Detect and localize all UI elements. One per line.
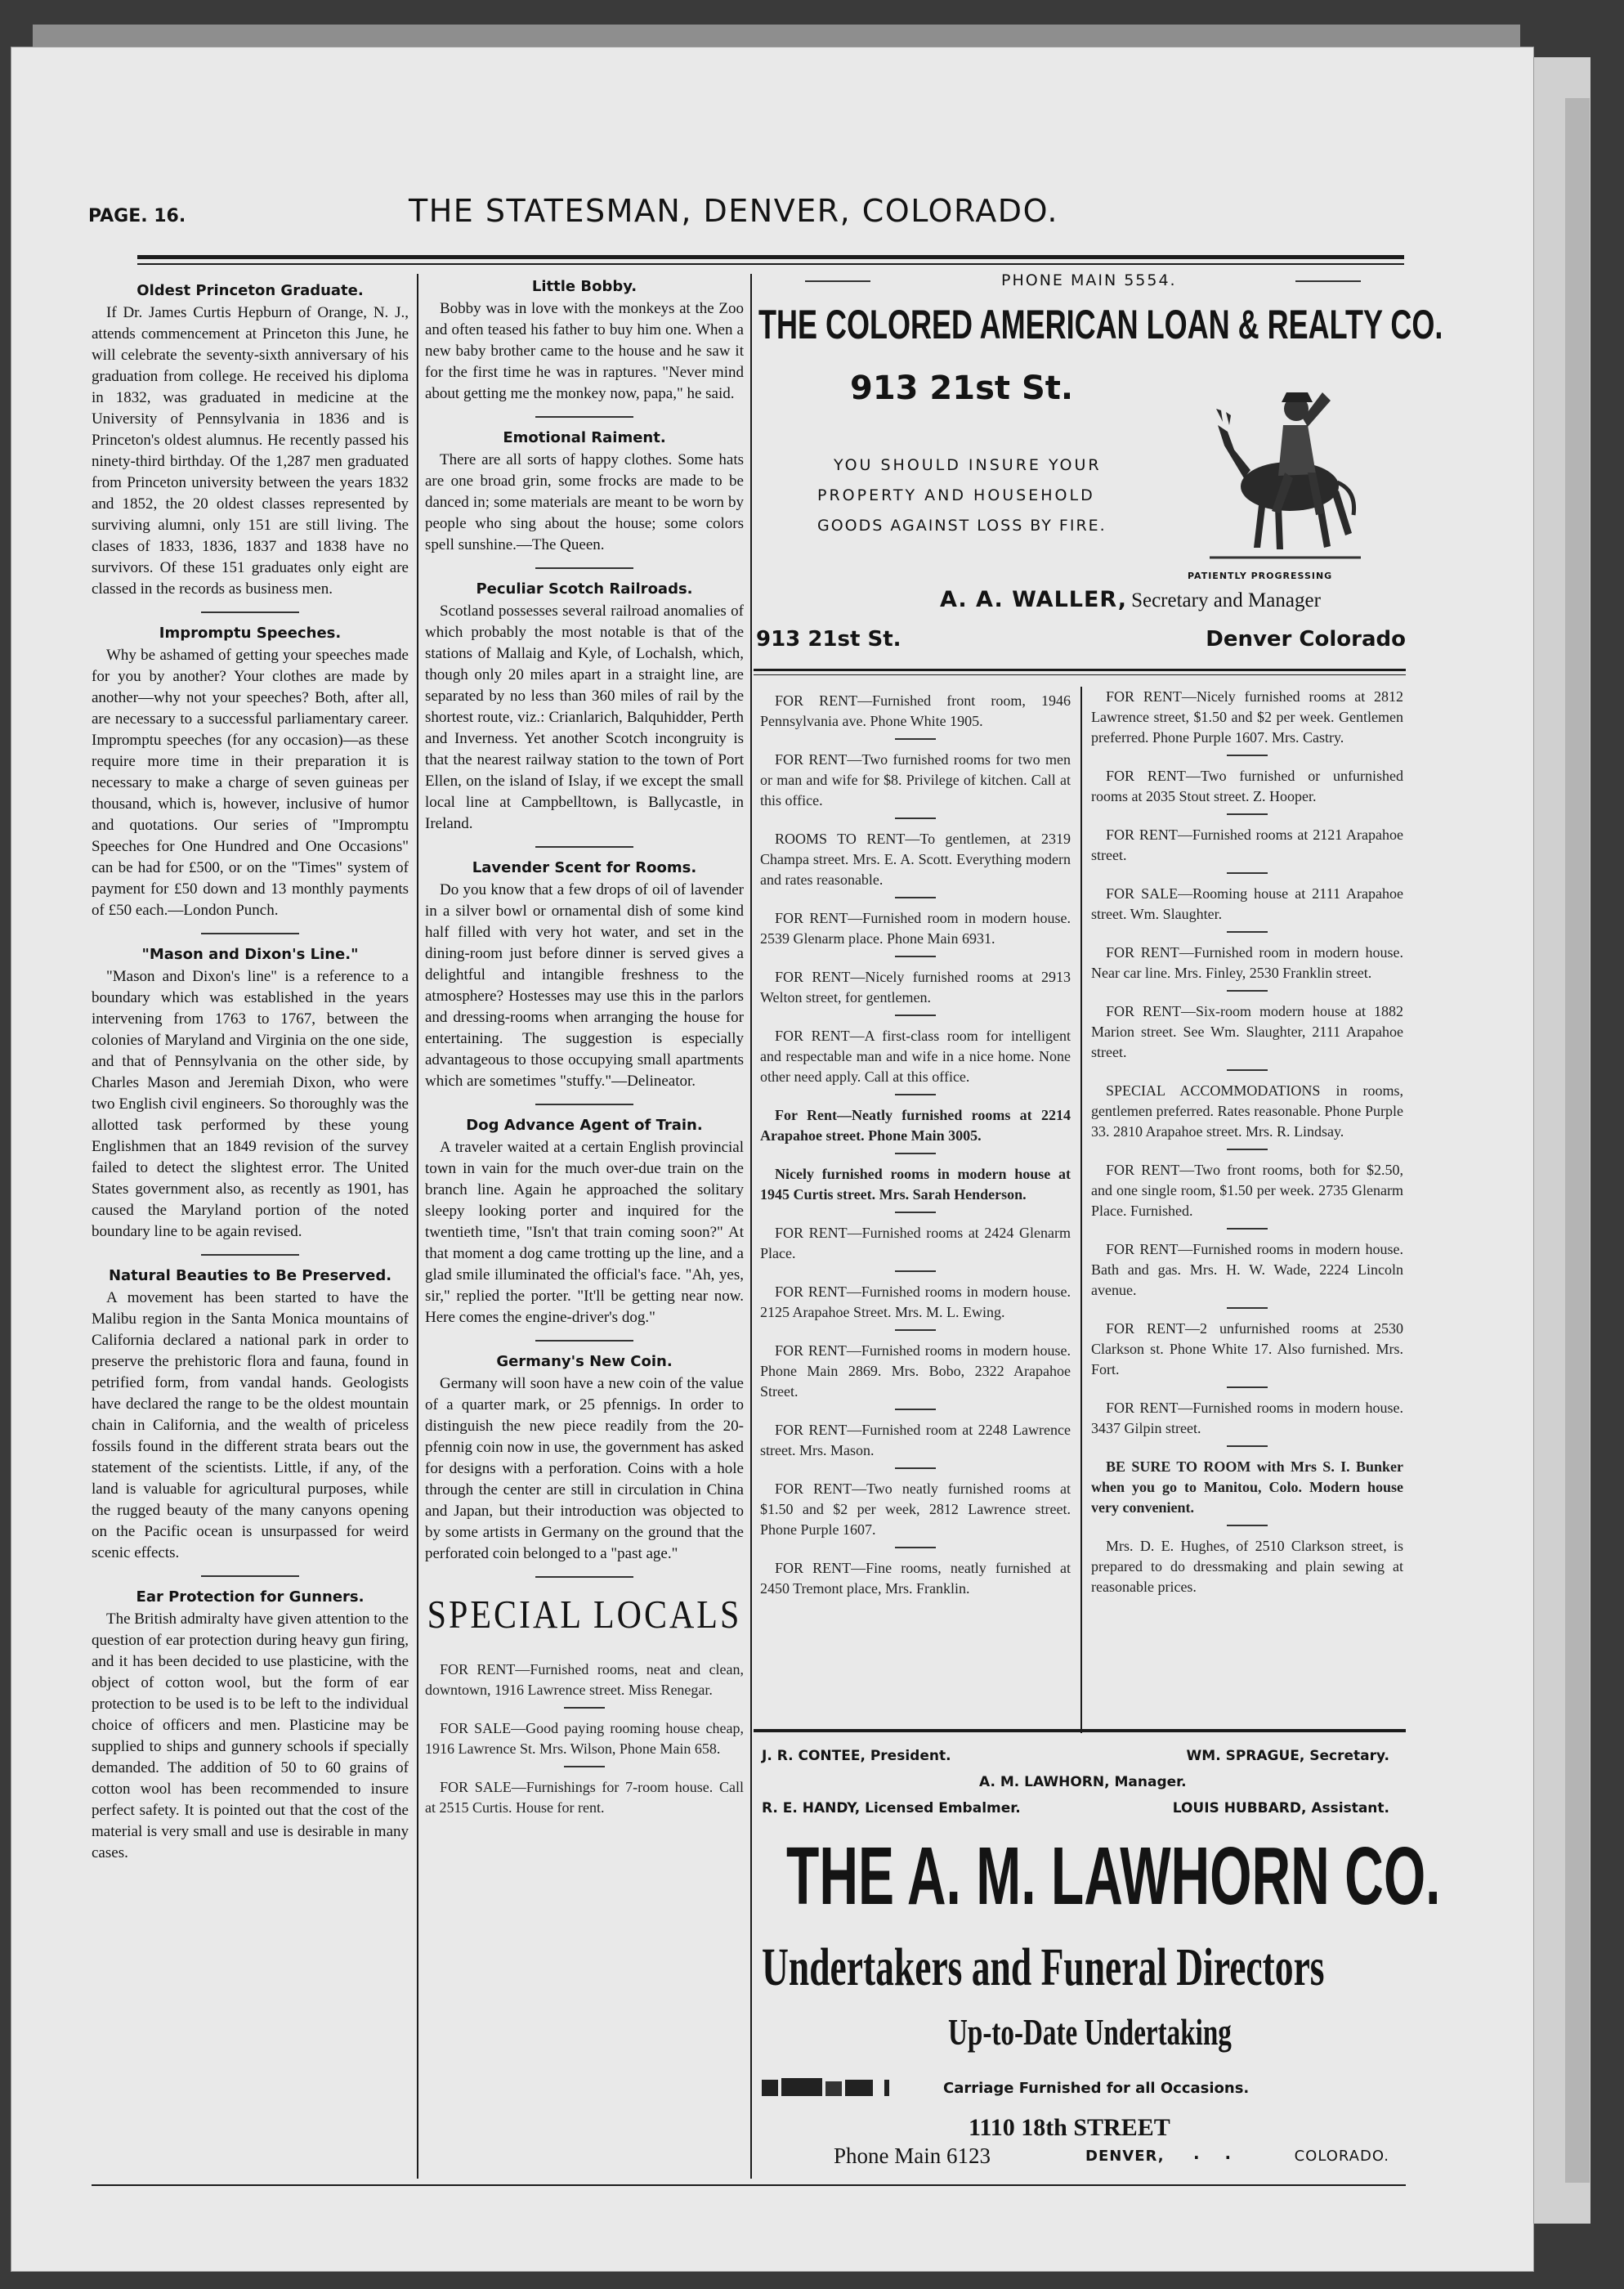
separator (1227, 1386, 1268, 1388)
rule (805, 280, 870, 282)
rule (1295, 280, 1361, 282)
article (92, 1267, 409, 1564)
bottom-rule (92, 2184, 1406, 2186)
separator (564, 1766, 605, 1767)
separator (1227, 1307, 1268, 1309)
article-headline: Little Bobby. (531, 278, 638, 295)
separator (895, 738, 936, 740)
ad-bottom-rule (754, 669, 1406, 671)
separator (895, 897, 936, 898)
classified-ad: BE SURE TO ROOM with Mrs S. I. Bunker when you go to Manitou, Colo. Modern house very convenient. (1091, 1458, 1403, 1516)
insure-line-3: GOODS AGAINST LOSS BY FIRE. (817, 517, 1107, 535)
classified-ad: SPECIAL ACCOMMODATIONS in rooms, gentlemen preferred. Rates reasonable. Phone Purple 33. 2810 Arapahoe street. Mrs. R. Lindsay. (1091, 1082, 1403, 1140)
header-rule-thin (137, 263, 1404, 265)
classifieds-right (1091, 687, 1403, 1733)
classified-ad: FOR RENT—Furnished rooms in modern house. Phone Main 2869. Mrs. Bobo, 2322 Arapahoe Street. (760, 1342, 1071, 1400)
article-headline: Impromptu Speeches. (159, 625, 342, 642)
separator (895, 1409, 936, 1410)
classified-ad: Nicely furnished rooms in modern house at 1945 Curtis street. Mrs. Sarah Henderson. (760, 1166, 1071, 1203)
lawhorn-state: COLORADO. (1294, 2148, 1389, 2165)
lawhorn-company-name: THE A. M. LAWHORN CO. (786, 1830, 1441, 1922)
classified-ad: FOR RENT—Furnished room at 2248 Lawrence street. Mrs. Mason. (760, 1422, 1071, 1458)
insure-line-2: PROPERTY AND HOUSEHOLD (817, 486, 1095, 504)
classified-ad: FOR RENT—Furnished rooms at 2424 Glenarm Place. (760, 1225, 1071, 1261)
column-divider-1 (417, 274, 418, 2179)
lawhorn-ad (760, 1741, 1441, 2183)
classified-ad: FOR RENT—Furnished rooms at 2121 Arapahoe street. (1091, 826, 1403, 863)
lawhorn-city: DENVER, (1085, 2148, 1165, 2165)
classified-ad: For Rent—Neatly furnished rooms at 2214 Arapahoe street. Phone Main 3005. (760, 1107, 1071, 1144)
separator (1227, 872, 1268, 874)
article (425, 580, 744, 835)
header-rule (137, 255, 1404, 259)
loan-phone: PHONE MAIN 5554. (1001, 271, 1177, 289)
president: J. R. CONTEE, President. (762, 1748, 951, 1764)
special-local-item: FOR RENT—Furnished rooms, neat and clean, downtown, 1916 Lawrence street. Miss Renegar. (425, 1661, 744, 1698)
article-headline: Peculiar Scotch Railroads. (476, 580, 693, 598)
donkey-rider-logo-icon (1193, 368, 1373, 580)
article-body: Why be ashamed of getting your speeches made for you by another? Your clothes are made by another—why not your speeches? Both, after all, are necessary to a successful parliamentary career. Impromptu speeches (for any occasion)—as these require more time in their preparation it is necessary to make a charge of seven guineas per thousand, which is, however, inclusive of humor and quotations. Our series of "Impromptu Speeches for One Hundred and One Occasions" can be had for £500, or on the "Times" system of payment for £50 down and 13 monthly payments of £50 each.—London Punch. (92, 647, 409, 919)
article (92, 625, 409, 921)
separator (535, 846, 633, 848)
separator (895, 1467, 936, 1469)
separator (535, 416, 633, 418)
article-headline: Germany's New Coin. (496, 1353, 673, 1370)
article-body: If Dr. James Curtis Hepburn of Orange, N. J., attends commencement at Princeton this June, he will celebrate the seventy-sixth anniversary of his graduation from college. He received his diploma in 1832, was graduated in medicine at the University of Pennsylvania in 1836 and is Princeton's oldest alumnus. He recently passed his ninety-third birthday. Of the 1,287 men graduated from Princeton university between the years 1832 and 1852, the 20 oldest classes represented by surviving alumni, only 151 are still living. The clases of 1833, 1836, 1837 and 1838 have no survivors. Of these 151 graduates only eight are classed in the records as business men. (92, 304, 409, 598)
article-body: A traveler waited at a certain English provincial town in vain for the much over-due train on the branch line. Again he approached the solitary sleepy looking porter and inquired for the twentieth time, "Isn't that train coming soon?" At that moment a dog came trotting up the line, and a glad smile illuminated the official's face. "Ah, yes, sir," replied the porter. "It'll be getting near now. Here comes the engine-driver's dog." (425, 1139, 744, 1326)
masthead: THE STATESMAN, DENVER, COLORADO. (409, 193, 1059, 229)
classified-ad: FOR RENT—Two neatly furnished rooms at $1.50 and $2 per week, 2812 Lawrence street. Phone Purple 1607. (760, 1480, 1071, 1538)
article-body: Do you know that a few drops of oil of lavender in a silver bowl or ornamental dish of some kind half filled with very hot water, and set in the dining-room just before dinner is served gives a delightful and intangible freshness to the atmosphere? Hostesses may use this in the parlors and dressing-rooms when arranging the house for entertaining. The suggestion is especially advantageous to those occupying small apartments which are sometimes "stuffy."—Delineator. (425, 881, 744, 1090)
separator (1227, 1525, 1268, 1526)
special-locals-list (425, 1660, 744, 1818)
separator (895, 956, 936, 957)
separator (535, 567, 633, 569)
separator (201, 1575, 299, 1577)
article-headline: Lavender Scent for Rooms. (472, 859, 697, 876)
lawhorn-tagline: Undertakers and Funeral Directors (762, 1937, 1325, 1997)
loan-address: 913 21st St. (850, 370, 1074, 407)
separator (1227, 931, 1268, 933)
footer-address: 913 21st St. (756, 627, 901, 652)
classified-ad: FOR RENT—Furnished front room, 1946 Pennsylvania ave. Phone White 1905. (760, 692, 1071, 729)
embalmer: R. E. HANDY, Licensed Embalmer. (762, 1800, 1021, 1816)
classified-ad: FOR RENT—Furnished rooms in modern house. 3437 Gilpin street. (1091, 1400, 1403, 1436)
separator (201, 611, 299, 613)
loan-company-name: THE COLORED AMERICAN LOAN & REALTY CO. (758, 302, 1443, 347)
classified-ad: FOR RENT—Two front rooms, both for $2.50, and one single room, $1.50 per week. 2735 Glenarm Place. Furnished. (1091, 1162, 1403, 1219)
separator (1227, 990, 1268, 992)
lawhorn-phone: Phone Main 6123 (834, 2143, 991, 2168)
special-local-item: FOR SALE—Furnishings for 7-room house. Call at 2515 Curtis. House for rent. (425, 1779, 744, 1816)
classified-ad: FOR RENT—Two furnished or unfurnished rooms at 2035 Stout street. Z. Hooper. (1091, 768, 1403, 804)
logo-caption: PATIENTLY PROGRESSING (1188, 571, 1333, 581)
separator (1227, 1445, 1268, 1447)
article (425, 859, 744, 1092)
article (92, 946, 409, 1243)
news-column-2 (425, 278, 744, 2175)
page-edge-right-far (1565, 98, 1590, 2183)
classified-ad: FOR RENT—2 unfurnished rooms at 2530 Clarkson st. Phone White 17. Also furnished. Mrs. Fort. (1091, 1320, 1403, 1377)
manager-title: Secretary and Manager (1131, 589, 1321, 611)
separator (895, 1329, 936, 1331)
assistant: LOUIS HUBBARD, Assistant. (1172, 1800, 1389, 1816)
separator (895, 1153, 936, 1154)
article-body: "Mason and Dixon's line" is a reference to a boundary which was established in the years intervening from 1763 to 1767, between the colonies of Maryland and Virginia on the one side, and that of Pennsylvania on the other side, by Charles Mason and Jeremiah Dixon, who were two English civil engineers. So thoroughly was the allotted task performed by these young Englishmen that an 1849 revision of the survey failed to detect the slightest error. The United States government also, as recently as 1901, has caused the Maryland portion of the noted boundary line to be again revised. (92, 968, 409, 1240)
article (425, 1117, 744, 1328)
article (92, 1588, 409, 1864)
insure-line-1: YOU SHOULD INSURE YOUR (834, 456, 1102, 474)
classified-ad: FOR RENT—Furnished room in modern house. Near car line. Mrs. Finley, 2530 Franklin street. (1091, 944, 1403, 981)
article-headline: Oldest Princeton Graduate. (136, 282, 364, 299)
separator (1227, 1069, 1268, 1071)
separator (535, 1104, 633, 1105)
classifieds-divider (1080, 687, 1082, 1733)
separator (895, 1212, 936, 1213)
separator (895, 1015, 936, 1016)
separator (895, 1270, 936, 1272)
hearse-carriage-icon (762, 2076, 901, 2099)
classified-ad: FOR RENT—Two furnished rooms for two men or man and wife for $8. Privilege of kitchen. Call at this office. (760, 751, 1071, 809)
lawhorn-dots: . . (1193, 2143, 1241, 2163)
lawhorn-top-rule (754, 1729, 1406, 1732)
separator (895, 818, 936, 819)
secretary: WM. SPRAGUE, Secretary. (1186, 1748, 1389, 1764)
lawhorn-street: 1110 18th STREET (969, 2114, 1170, 2141)
separator (535, 1340, 633, 1342)
separator (895, 1094, 936, 1095)
classified-ad: FOR RENT—Nicely furnished rooms at 2812 Lawrence street, $1.50 and $2 per week. Gentlemen preferred. Phone Purple 1607. Mrs. Castry. (1091, 688, 1403, 746)
separator (1227, 1228, 1268, 1230)
separator (1227, 755, 1268, 756)
classified-ad: ROOMS TO RENT—To gentlemen, at 2319 Champa street. Mrs. E. A. Scott. Everything modern and rates reasonable. (760, 831, 1071, 888)
loan-manager (940, 587, 1321, 612)
page-edge-top (33, 25, 1520, 49)
loan-realty-ad (756, 270, 1443, 662)
special-local-item: FOR SALE—Good paying rooming house cheap, 1916 Lawrence St. Mrs. Wilson, Phone Main 658. (425, 1720, 744, 1757)
classified-ad: FOR RENT—A first-class room for intelligent and respectable man and wife in a nice home. None other need apply. Call at this office. (760, 1028, 1071, 1085)
lawhorn-subtitle: Up-to-Date Undertaking (948, 2011, 1232, 2053)
article-headline: Ear Protection for Gunners. (136, 1588, 365, 1606)
article-body: There are all sorts of happy clothes. Some hats are one broad grin, some frocks are made to be danced in; some materials are meant to be worn by people who sing about the house; some colors spell sunshine.—The Queen. (425, 451, 744, 553)
article-headline: Dog Advance Agent of Train. (466, 1117, 703, 1134)
column-divider-2 (750, 274, 752, 2179)
separator (201, 933, 299, 934)
classified-ad: FOR RENT—Furnished rooms in modern house. 2125 Arapahoe Street. Mrs. M. L. Ewing. (760, 1283, 1071, 1320)
classifieds-left (760, 691, 1071, 1729)
separator (564, 1707, 605, 1709)
article-headline: Natural Beauties to Be Preserved. (108, 1267, 392, 1284)
separator (1227, 1149, 1268, 1150)
article-headline: "Mason and Dixon's Line." (141, 946, 359, 963)
news-column-1 (92, 282, 409, 2170)
separator (201, 1254, 299, 1256)
article-body: The British admiralty have given attention to the question of ear protection during heavy gun firing, and it has been decided to use plasticine, with the object of cotton wool, but the form of ear protection to be used is to be left to the individual choice of officers and men. Plasticine may be supplied to ships and gunnery schools if specially demanded. The addition of 50 to 60 grains of cotton wool has been recommended to insure perfect safety. It is pointed out that the cost of the material is very small and use is desirable in many cases. (92, 1610, 409, 1861)
special-locals-title: SPECIAL LOCALS (427, 1593, 742, 1637)
carriage-text: Carriage Furnished for all Occasions. (943, 2080, 1250, 2097)
article-body: Scotland possesses several railroad anomalies of which probably the most notable is that of the stations of Mallaig and Kyle, of Lochalsh, which, though only 20 miles apart in a straight line, are separated by no less than 360 miles of rail by the shortest route, viz.: Crianlarich, Balquhidder, Perth and Inverness. Yet another Scotch incongruity is that the nearest railway station to the town of Port Ellen, on the island of Islay, if we except the small local line at Campbelltown, is Ballycastle, in Ireland. (425, 602, 744, 832)
classified-ad: FOR RENT—Six-room modern house at 1882 Marion street. See Wm. Slaughter, 2111 Arapahoe street. (1091, 1003, 1403, 1060)
article (425, 278, 744, 405)
classified-ad: FOR RENT—Nicely furnished rooms at 2913 Welton street, for gentlemen. (760, 969, 1071, 1006)
footer-city: Denver Colorado (1206, 627, 1406, 652)
page-number: PAGE. 16. (88, 206, 186, 226)
article-body: Bobby was in love with the monkeys at the Zoo and often teased his father to buy him one. When a new baby brother came to the house and he saw it for the first time he was in raptures. "Never mind about getting me the monkey now, papa," he said. (425, 300, 744, 402)
classified-ad: Mrs. D. E. Hughes, of 2510 Clarkson street, is prepared to do dressmaking and plain sewing at reasonable prices. (1091, 1538, 1403, 1595)
article (92, 282, 409, 600)
separator (535, 1576, 633, 1578)
classified-ad: FOR RENT—Fine rooms, neatly furnished at 2450 Tremont place, Mrs. Franklin. (760, 1560, 1071, 1597)
article-headline: Emotional Raiment. (503, 429, 666, 446)
manager-name: A. A. WALLER, (940, 587, 1127, 612)
separator (895, 1547, 936, 1548)
article (425, 429, 744, 556)
separator (1227, 813, 1268, 815)
article (425, 1353, 744, 1565)
classified-ad: FOR SALE—Rooming house at 2111 Arapahoe street. Wm. Slaughter. (1091, 885, 1403, 922)
classified-ad: FOR RENT—Furnished room in modern house. 2539 Glenarm place. Phone Main 6931. (760, 910, 1071, 947)
article-body: A movement has been started to have the Malibu region in the Santa Monica mountains of California declared a national park in order to preserve the prehistoric flora and fauna, found in petrified form, from vandal hands. Geologists have declared the range to be the oldest mountain chain in California, and the wealth of priceless fossils found in the different strata bears out the statement of the scientists. Little, if any, of the land is valuable for agricultural purposes, while the rugged beauty of the many canyons opening on the Pacific ocean is unsurpassed for weird scenic effects. (92, 1289, 409, 1561)
manager: A. M. LAWHORN, Manager. (979, 1774, 1187, 1790)
classified-ad: FOR RENT—Furnished rooms in modern house. Bath and gas. Mrs. H. W. Wade, 2224 Lincoln avenue. (1091, 1241, 1403, 1298)
ad-bottom-rule-thin (754, 674, 1406, 675)
article-body: Germany will soon have a new coin of the value of a quarter mark, or 25 pfennigs. In order to distinguish the new piece readily from the 20-pfennig coin now in use, the government has asked for designs with a perforation. Coins with a hole through the center are still in circulation in China and Japan, but their introduction was objected to by some artists in Germany on the ground that the perforated coin belonged to a "past age." (425, 1375, 744, 1562)
